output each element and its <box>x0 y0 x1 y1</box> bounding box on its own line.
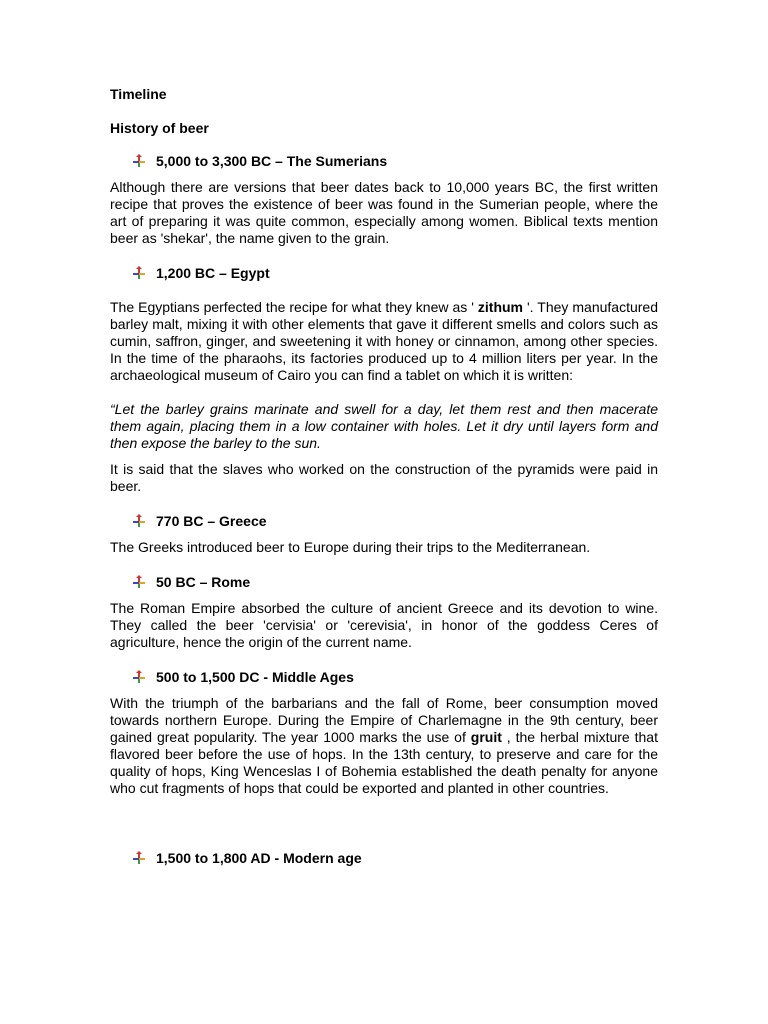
section-heading-text: 1,200 BC – Egypt <box>156 265 270 281</box>
document-title: Timeline <box>110 86 167 102</box>
paragraph-text: With the triumph of the barbarians and the fall of Rome, beer consumption moved towards northern Europe. During the Empire of Charlemagne in the 9th century, beer gained great popularity. The year 1000 marks the use of <box>110 695 658 745</box>
bullet-icon <box>132 575 146 589</box>
paragraph-egypt <box>110 299 658 384</box>
paragraph-text: The Egyptians perfected the recipe for what they knew as ' <box>110 299 474 315</box>
bullet-icon <box>132 851 146 865</box>
paragraph-sumerians: Although there are versions that beer dates back to 10,000 years BC, the first written recipe that proves the existence of beer was found in the Sumerian people, where the art of preparing it was quite common, especially among women. Biblical texts mention beer as 'shekar', the name given to the grain. <box>110 179 658 246</box>
paragraph-text: '. They manufactured barley malt, mixing it with other elements that gave it different smells and colors such as cumin, saffron, ginger, and sweetening it with honey or cinnamon, among other species. In the time of the pharaohs, its factories produced up to 4 million liters per year. In the archaeological museum of Cairo you can find a tablet on which it is written: <box>110 299 659 383</box>
section-heading-rome <box>132 573 658 591</box>
bullet-icon <box>132 266 146 280</box>
bullet-icon <box>132 514 146 528</box>
paragraph-middle-ages <box>110 695 658 797</box>
section-heading-greece <box>132 512 658 530</box>
section-heading-text: 500 to 1,500 DC - Middle Ages <box>156 669 354 685</box>
paragraph-rome: The Roman Empire absorbed the culture of ancient Greece and its devotion to wine. They called the beer 'cervisia' or 'cerevisia', in honor of the goddess Ceres of agriculture, hence the origin of the current name. <box>110 600 658 650</box>
paragraph-text: , the herbal mixture that flavored beer before the use of hops. In the 13th century, to preserve and care for the quality of hops, King Wenceslas I of Bohemia established the death penalty for anyone who cut fragments of hops that could be exported and planted in other countries. <box>110 729 658 796</box>
paragraph-greece: The Greeks introduced beer to Europe during their trips to the Mediterranean. <box>110 539 591 555</box>
section-heading-text: 770 BC – Greece <box>156 513 267 529</box>
section-heading-middle-ages <box>132 668 658 686</box>
bullet-icon <box>132 670 146 684</box>
section-heading-modern-age <box>132 849 658 867</box>
section-heading-egypt <box>132 264 658 282</box>
section-heading-text: 5,000 to 3,300 BC – The Sumerians <box>156 153 388 169</box>
section-heading-text: 1,500 to 1,800 AD - Modern age <box>156 850 362 866</box>
bold-term-zithum: zithum <box>473 299 527 315</box>
section-heading-text: 50 BC – Rome <box>156 574 251 590</box>
paragraph-pyramids: It is said that the slaves who worked on the construction of the pyramids were paid in beer. <box>110 461 658 494</box>
quote-tablet: “Let the barley grains marinate and swell for a day, let them rest and then macerate them again, placing them in a low container with holes. Let it dry until layers form and then expose the barley to the sun. <box>110 401 658 451</box>
document-page <box>110 80 658 867</box>
bullet-icon <box>132 154 146 168</box>
document-subtitle: History of beer <box>110 120 209 136</box>
section-heading-sumerians <box>132 152 658 170</box>
bold-term-gruit: gruit <box>470 729 502 745</box>
